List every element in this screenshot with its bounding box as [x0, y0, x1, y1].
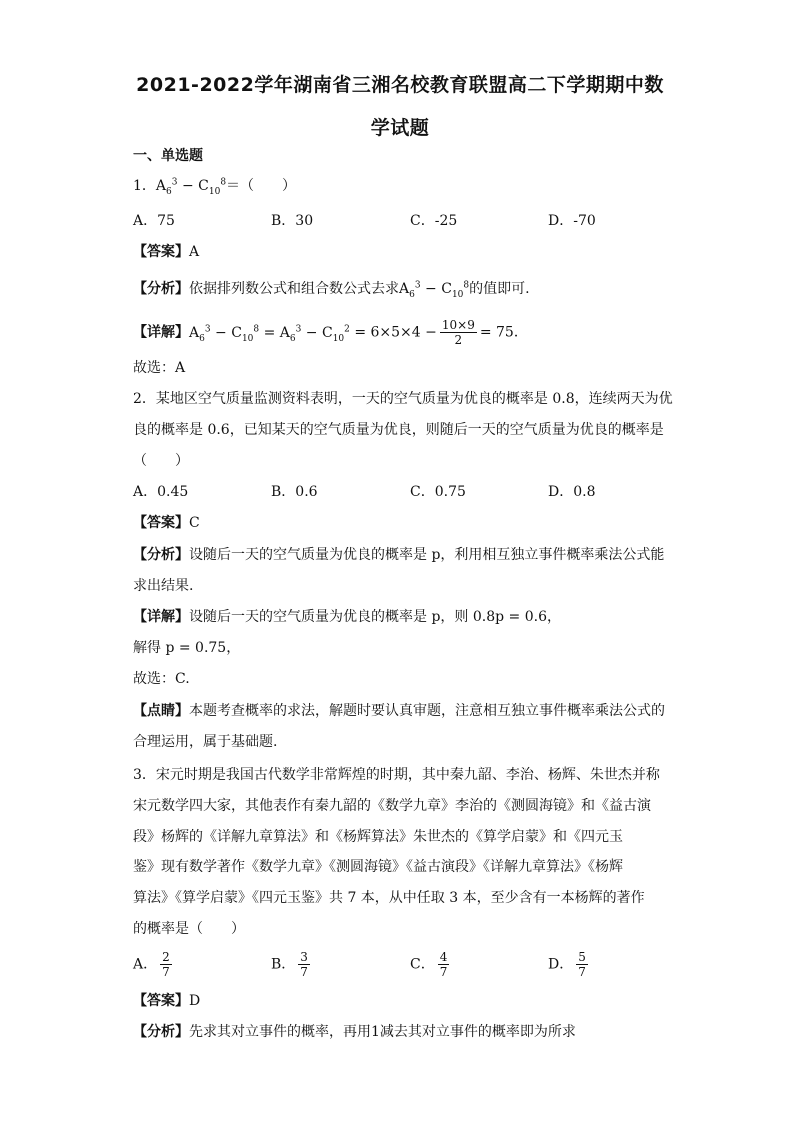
- q1-analysis-end: 的值即可.: [469, 281, 530, 297]
- q3-stem-line-5: 算法》《算学启蒙》《四元玉鉴》共 7 本，从中任取 3 本，至少含有一本杨辉的著作: [133, 890, 645, 906]
- q3-stem-line-2: 宋元数学四大家，其他表作有秦九韶的《数学九章》李治的《测圆海镜》和《益古演: [133, 798, 651, 814]
- q2-option-a: A．0.45: [133, 484, 189, 500]
- q3-stem-line-6: 的概率是（ ）: [133, 921, 245, 937]
- fraction-denominator: 7: [300, 965, 308, 979]
- q1-analysis: [133, 279, 530, 299]
- section-heading: 一、单选题: [133, 148, 203, 164]
- option-letter: D．: [548, 956, 574, 973]
- q2-analysis-line-2: 求出结果.: [133, 578, 194, 594]
- q3-stem-line-4: 鉴》现有数学著作《数学九章》《测圆海镜》《益古演段》《详解九章算法》《杨辉: [133, 859, 623, 875]
- q1-formula: $A_6^3 - C_{10}^8$: [155, 177, 227, 197]
- q1-answer: [133, 242, 199, 262]
- q3-analysis: [133, 1022, 576, 1042]
- q3-option-a: [133, 950, 175, 979]
- option-letter: A．: [133, 956, 158, 973]
- document-title-line-2: 学试题: [370, 117, 430, 139]
- answer-label: 【答案】: [133, 515, 189, 531]
- q2-conclusion: 故选：C.: [133, 671, 190, 687]
- fraction-numerator: 2: [162, 950, 170, 964]
- q3-option-c: [410, 950, 452, 979]
- q1-option-c: C．-25: [410, 213, 458, 229]
- q2-answer-value: C: [189, 515, 200, 531]
- q2-detail-line-2: 解得 p = 0.75，: [133, 640, 241, 656]
- detail-label: 【详解】: [133, 609, 189, 625]
- q1-stem-end: ＝（ ）: [226, 178, 297, 194]
- answer-label: 【答案】: [133, 993, 189, 1009]
- q2-analysis-line-1: [133, 545, 664, 565]
- fraction-numerator: 4: [439, 950, 448, 964]
- q2-comment-line-2: 合理运用，属于基础题.: [133, 734, 278, 750]
- q1-answer-value: A: [189, 244, 200, 260]
- q1-option-b: B．30: [271, 213, 314, 229]
- q2-stem-line-2: 良的概率是 0.6，已知某天的空气质量为优良，则随后一天的空气质量为优良的概率是: [133, 422, 664, 438]
- q1-analysis-formula: $A_6^3 - C_{10}^8$: [399, 280, 470, 300]
- q1-detail-calc: = 6×5×4 −: [354, 324, 437, 341]
- q2-option-c: C．0.75: [410, 484, 466, 500]
- analysis-label: 【分析】: [133, 281, 189, 297]
- option-fraction: [160, 950, 172, 979]
- detail-label: 【详解】: [133, 324, 189, 341]
- fraction-denominator: 7: [162, 965, 170, 979]
- answer-label: 【答案】: [133, 244, 189, 260]
- fraction-numerator: 10×9: [441, 318, 475, 332]
- q2-comment-line-1: [133, 701, 665, 721]
- option-fraction: [298, 950, 310, 979]
- option-letter: B．: [271, 956, 296, 973]
- q3-stem-line-1: 3．宋元时期是我国古代数学非常辉煌的时期，其中秦九韶、李治、杨辉、朱世杰并称: [133, 767, 660, 783]
- fraction-numerator: 5: [578, 950, 586, 964]
- comment-label: 【点睛】: [133, 703, 189, 719]
- q2-stem-line-3: （ ）: [133, 453, 189, 469]
- q2-stem-line-1: 2．某地区空气质量监测资料表明，一天的空气质量为优良的概率是 0.8，连续两天为优: [133, 391, 673, 407]
- q1-option-d: D．-70: [548, 213, 596, 229]
- q1-number: 1．: [133, 178, 156, 194]
- q1-detail-formula: $A_6^3 - C_{10}^8 = A_6^3 - C_{10}^2$: [189, 323, 350, 344]
- option-fraction: [576, 950, 588, 979]
- fraction-numerator: 3: [300, 950, 308, 964]
- q1-detail: [133, 318, 528, 347]
- analysis-label: 【分析】: [133, 547, 189, 563]
- q2-detail-text: 设随后一天的空气质量为优良的概率是 p，则 0.8p = 0.6，: [189, 609, 561, 625]
- q1-analysis-text: 依据排列数公式和组合数公式去求: [189, 281, 399, 297]
- option-letter: C．: [410, 956, 435, 973]
- q1-stem: [133, 176, 296, 196]
- q2-answer: [133, 513, 200, 533]
- document-title-line-1: 2021-2022学年湖南省三湘名校教育联盟高二下学期期中数: [136, 74, 664, 96]
- fraction-denominator: 7: [439, 965, 448, 979]
- analysis-label: 【分析】: [133, 1024, 189, 1040]
- fraction-denominator: 2: [454, 333, 463, 347]
- q2-comment-text: 本题考查概率的求法，解题时要认真审题，注意相互独立事件概率乘法公式的: [189, 703, 665, 719]
- fraction-denominator: 7: [578, 965, 586, 979]
- q3-answer: [133, 991, 200, 1011]
- q2-option-d: D．0.8: [548, 484, 596, 500]
- q3-answer-value: D: [189, 993, 201, 1009]
- q1-option-a: A．75: [133, 213, 175, 229]
- q2-analysis-text: 设随后一天的空气质量为优良的概率是 p，利用相互独立事件概率乘法公式能: [189, 547, 665, 563]
- q2-option-b: B．0.6: [271, 484, 318, 500]
- q1-detail-fraction: [440, 318, 477, 347]
- q3-option-d: [548, 950, 591, 979]
- q3-option-b: [271, 950, 313, 979]
- q1-detail-result: = 75．: [479, 324, 528, 341]
- q1-conclusion: 故选：A: [133, 360, 186, 376]
- q3-stem-line-3: 段》杨辉的《详解九章算法》和《杨辉算法》朱世杰的《算学启蒙》和《四元玉: [133, 829, 623, 845]
- q2-detail-line-1: [133, 607, 561, 627]
- option-fraction: [438, 950, 450, 979]
- q3-analysis-text: 先求其对立事件的概率，再用1减去其对立事件的概率即为所求: [189, 1024, 576, 1040]
